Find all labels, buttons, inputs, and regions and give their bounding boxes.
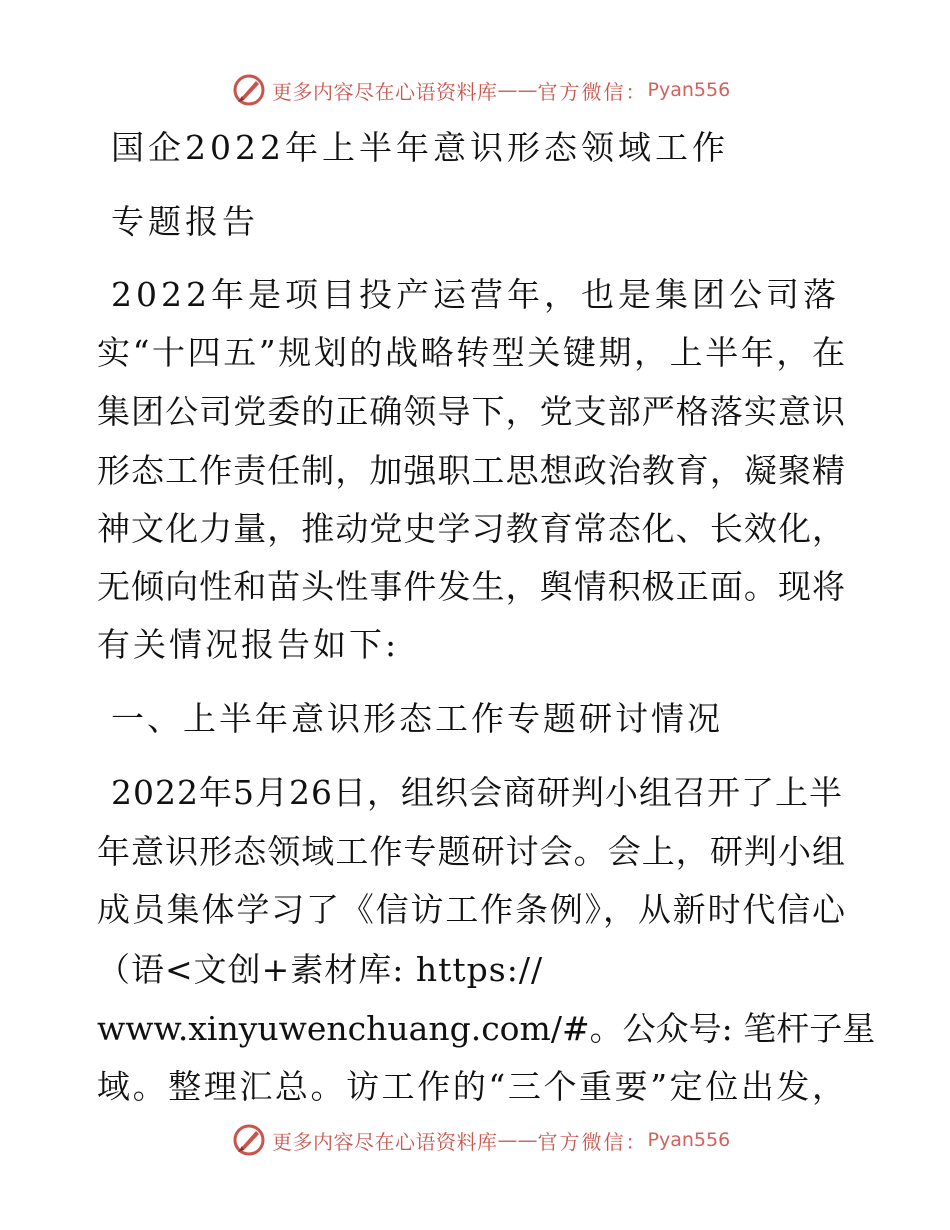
section-heading: 一、上半年意识形态工作专题研讨情况	[111, 699, 723, 738]
banner-separator: ——	[497, 78, 538, 102]
intro-line: 2022年是项目投产运营年，也是集团公司落	[111, 275, 840, 314]
banner-wechat-id: Pyan556	[647, 79, 731, 101]
banner-wechat-label: 官方微信：	[537, 1129, 648, 1154]
banner-text: 更多内容尽在心语资料库	[272, 1129, 498, 1154]
banner-wechat-id: Pyan556	[647, 1129, 731, 1151]
intro-line: 神文化力量，推动党史学习教育常态化、长效化，	[97, 509, 845, 548]
footer-banner	[232, 1122, 730, 1158]
section-body-line: 成员集体学习了《信访工作条例》，从新时代信心	[97, 890, 845, 929]
document-title-line-2: 专题报告	[111, 202, 259, 241]
section-body-line: （语<文创+素材库: https://	[97, 950, 544, 989]
section-body-line: 域。整理汇总。访工作的“三个重要”定位出发，	[97, 1067, 845, 1106]
intro-line: 集团公司党委的正确领导下，党支部严格落实意识	[97, 392, 845, 431]
banner-text: 更多内容尽在心语资料库	[272, 79, 498, 104]
quill-pen-logo-icon	[232, 73, 266, 107]
intro-line: 形态工作责任制，加强职工思想政治教育，凝聚精	[97, 451, 845, 490]
banner-wechat-label: 官方微信：	[537, 79, 648, 104]
section-body-line: 年意识形态领域工作专题研讨会。会上，研判小组	[97, 832, 845, 871]
intro-line: 实“十四五”规划的战略转型关键期，上半年，在	[97, 333, 845, 372]
section-body-line: 2022年5月26日，组织会商研判小组召开了上半	[111, 773, 843, 812]
quill-pen-logo-icon	[232, 1123, 266, 1157]
banner-separator: ——	[497, 1128, 538, 1152]
intro-line: 无倾向性和苗头性事件发生，舆情积极正面。现将	[97, 567, 845, 606]
section-body-line: www.xinyuwenchuang.com/#。公众号: 笔杆子星	[97, 1009, 876, 1048]
header-banner	[232, 72, 730, 108]
intro-line: 有关情况报告如下:	[97, 625, 400, 664]
document-title-line-1: 国企2022年上半年意识形态领域工作	[111, 128, 729, 167]
